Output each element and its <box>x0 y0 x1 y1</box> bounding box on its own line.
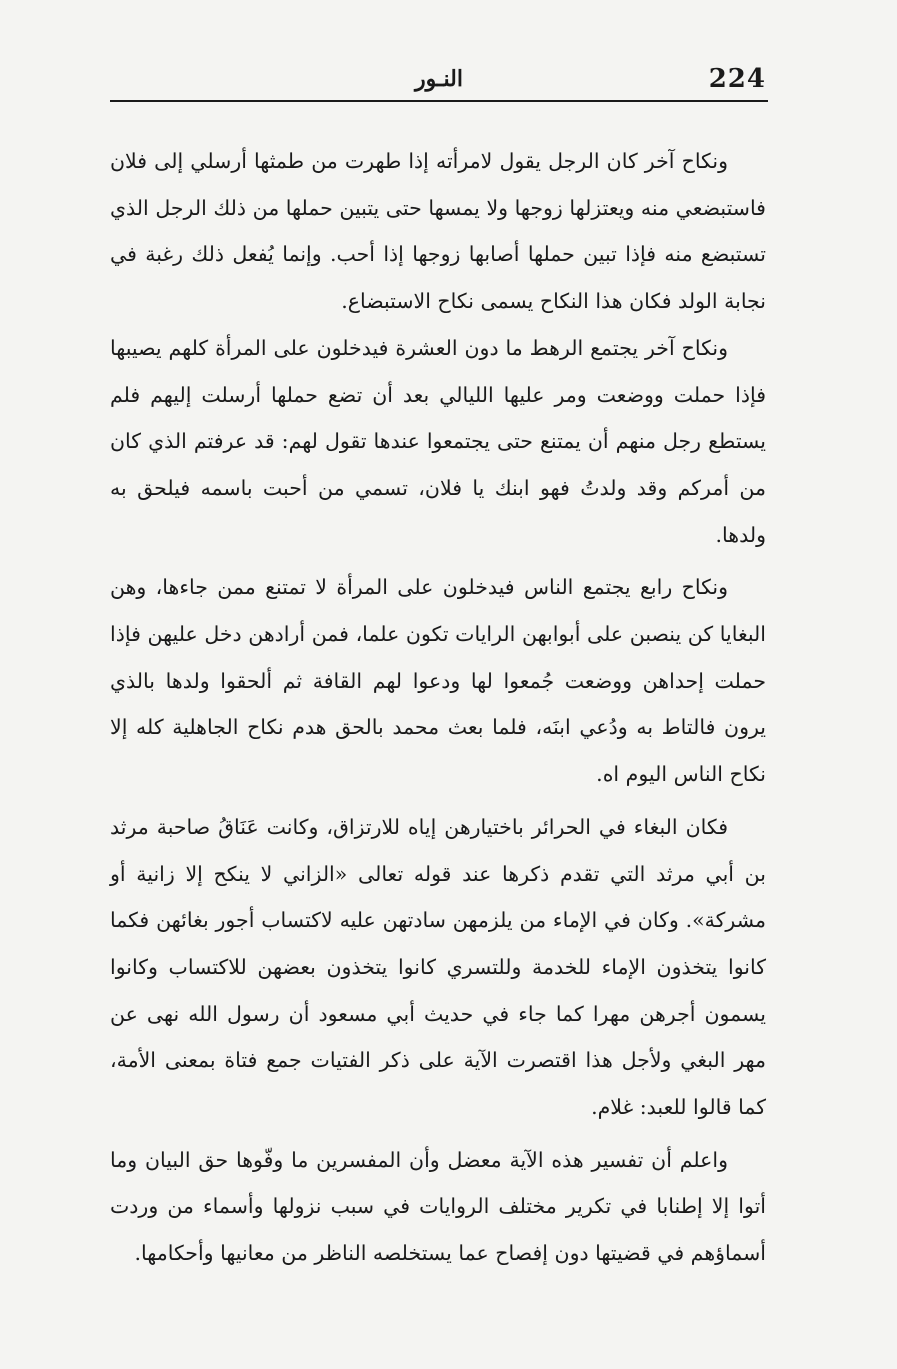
paragraph-raht: ونكاح آخر يجتمع الرهط ما دون العشرة فيدخلون على المرأة كلهم يصيبها فإذا حملت ووضعت ومر عليها الليالي بعد أن تضع حملها أرسلت إليهم فلم يستطع رجل منهم أن يمتنع حتى يجتمعوا عندها تقول لهم: قد عرفتم الذي كان من أمركم وقد ولدتُ فهو ابنك يا فلان، تسمي من أحبت باسمه فيلحق به ولدها. <box>110 335 766 547</box>
paragraph-istibdaa: ونكاح آخر كان الرجل يقول لامرأته إذا طهرت من طمثها أرسلي إلى فلان فاستبضعي منه ويعتزلها زوجها ولا يمسها حتى يتبين حملها من ذلك الرجل الذي تستبضع منه فإذا تبين حملها أصابها زوجها إذا أحب. وإنما يُفعل ذلك رغبة في نجابة الولد فكان هذا النكاح يسمى نكاح الاستبضاع. <box>110 149 766 314</box>
page-header <box>112 62 766 102</box>
page-number: 224 <box>708 64 766 94</box>
paragraph-tafsir-note: واعلم أن تفسير هذه الآية معضل وأن المفسرين ما وفّوها حق البيان وما أتوا إلا إطنابا في تكرير مختلف الروايات في سبب نزولها وأسماء من وردت أسماؤهم في قضيتها دون إفصاح عما يستخلصه الناظر من معانيها وأحكامها. <box>110 1147 766 1266</box>
header-rule <box>110 100 768 102</box>
paragraph-fourth-marriage: ونكاح رابع يجتمع الناس فيدخلون على المرأة لا تمتنع ممن جاءها، وهن البغايا كن ينصبن على أبوابهن الرايات تكون علما، فمن أرادهن دخل عليهن فإذا حملت إحداهن ووضعت جُمعوا لها ودعوا لهم القافة ثم ألحقوا ولدها بالذي يرون فالتاط به ودُعي ابنَه، فلما بعث محمد بالحق هدم نكاح الجاهلية كله إلا نكاح الناس اليوم اه. <box>110 575 766 787</box>
body-text <box>110 138 766 1277</box>
paragraph-bigha: فكان البغاء في الحرائر باختيارهن إياه للارتزاق، وكانت عَنَاقُ صاحبة مرثد بن أبي مرثد التي تقدم ذكرها عند قوله تعالى «الزاني لا ينكح إلا زانية أو مشركة». وكان في الإماء من يلزمهن سادتهن عليه لاكتساب أجور بغائهن فكما كانوا يتخذون الإماء للخدمة وللتسري كانوا يتخذون بعضهن للاكتساب وكانوا يسمون أجرهن مهرا كما جاء في حديث أبي مسعود أن رسول الله نهى عن مهر البغي ولأجل هذا اقتصرت الآية على ذكر الفتيات جمع فتاة بمعنى الأمة، كما قالوا للعبد: غلام. <box>110 814 766 1120</box>
running-title: النـور <box>415 66 463 92</box>
